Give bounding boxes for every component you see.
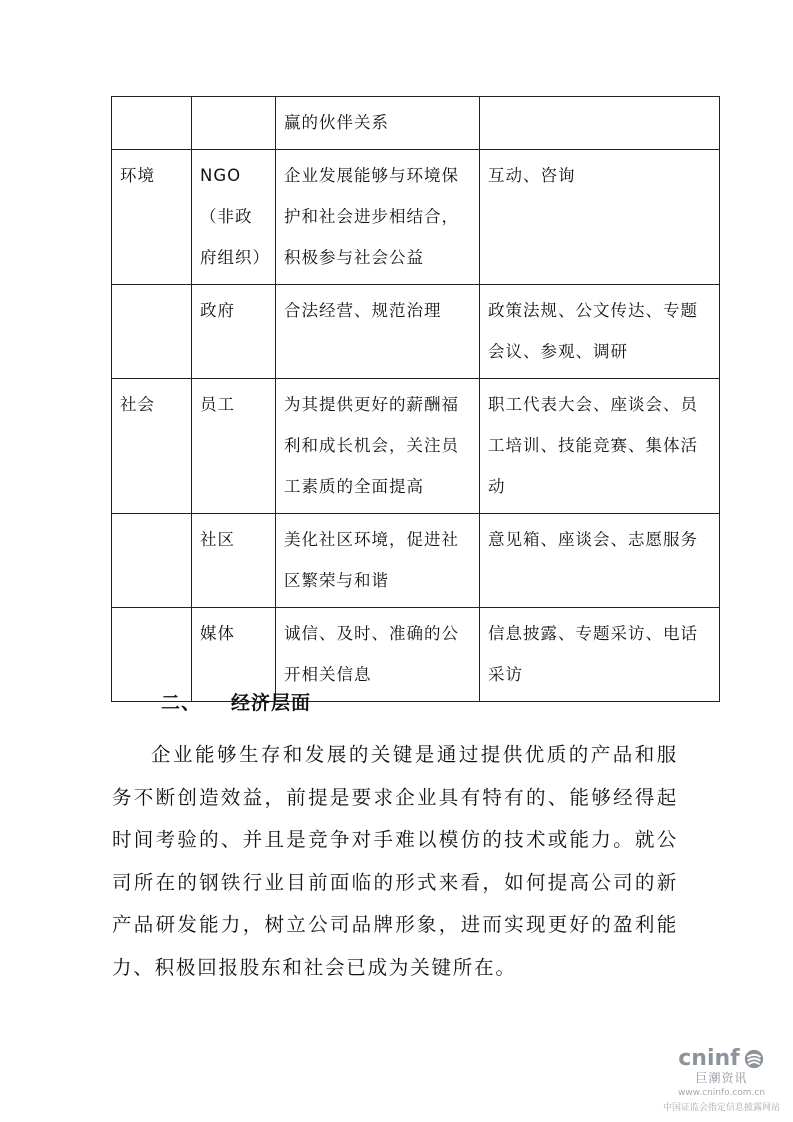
channel-cell: 政策法规、公文传达、专题会议、参观、调研 (480, 285, 720, 379)
channel-cell: 互动、咨询 (480, 150, 720, 285)
category-cell (112, 514, 192, 608)
cninfo-watermark (650, 1046, 793, 1113)
stakeholder-cell: 政府 (192, 285, 276, 379)
watermark-brand-cn: 巨潮资讯 (695, 1071, 748, 1085)
section-title: 经济层面 (231, 692, 312, 714)
expectation-cell: 美化社区环境，促进社区繁荣与和谐 (276, 514, 480, 608)
table-row (112, 97, 720, 150)
watermark-url: www.cninfo.com.cn (677, 1088, 766, 1098)
category-cell: 环境 (112, 150, 192, 285)
category-cell (112, 285, 192, 379)
stakeholder-cell: NGO（非政府组织） (192, 150, 276, 285)
channel-cell (480, 97, 720, 150)
table-row (112, 150, 720, 285)
table-row (112, 379, 720, 514)
category-cell (112, 97, 192, 150)
table-row (112, 285, 720, 379)
watermark-note: 中国证监会指定信息披露网站 (662, 1103, 780, 1113)
cninfo-swirl-icon (743, 1048, 765, 1070)
stakeholder-cell (192, 97, 276, 150)
stakeholder-cell: 员工 (192, 379, 276, 514)
expectation-cell: 企业发展能够与环境保护和社会进步相结合，积极参与社会公益 (276, 150, 480, 285)
section-heading (161, 688, 311, 715)
expectation-cell: 诚信、及时、准确的公开相关信息 (276, 608, 480, 702)
channel-cell: 信息披露、专题采访、电话采访 (480, 608, 720, 702)
body-paragraph: 企业能够生存和发展的关键是通过提供优质的产品和服务不断创造效益，前提是要求企业具有特有的、能够经得起时间考验的、并且是竞争对手难以模仿的技术或能力。就公司所在的钢铁行业目前面临的形式来看，如何提高公司的新产品研发能力，树立公司品牌形象，进而实现更好的盈利能力、积极回报股东和社会已成为关键所在。 (112, 743, 678, 979)
section-number: 二、 (161, 692, 202, 714)
stakeholder-cell: 媒体 (192, 608, 276, 702)
table-row (112, 514, 720, 608)
expectation-cell: 赢的伙伴关系 (276, 97, 480, 150)
channel-cell: 职工代表大会、座谈会、员工培训、技能竞赛、集体活动 (480, 379, 720, 514)
stakeholder-cell: 社区 (192, 514, 276, 608)
channel-cell: 意见箱、座谈会、志愿服务 (480, 514, 720, 608)
expectation-cell: 合法经营、规范治理 (276, 285, 480, 379)
cninfo-logo (650, 1046, 793, 1071)
category-cell: 社会 (112, 379, 192, 514)
expectation-cell: 为其提供更好的薪酬福利和成长机会，关注员工素质的全面提高 (276, 379, 480, 514)
stakeholder-table (111, 96, 720, 702)
watermark-brand: cninf (678, 1046, 740, 1071)
